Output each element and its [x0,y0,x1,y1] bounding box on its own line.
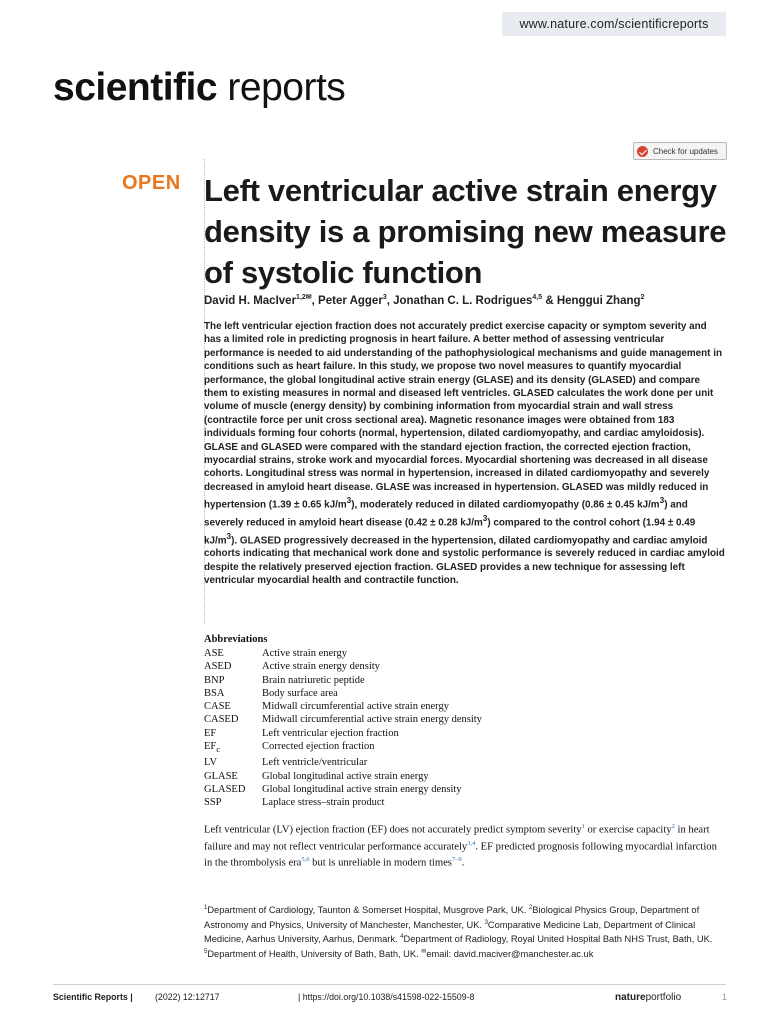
abbreviation-term: $EF_c$ [204,741,221,755]
abbreviation-definition: Active strain energy density [262,661,380,673]
abbreviations-heading: Abbreviations [204,634,268,645]
check-for-updates-button[interactable] [633,142,727,160]
footer-journal: Scientific Reports | [53,992,133,1002]
publisher-logo [615,992,681,1003]
abbreviation-row [204,783,604,796]
abbreviation-definition: Left ventricle/ventricular [262,757,368,769]
abbreviation-term: CASED [204,714,239,726]
affiliations: $^1$Department of Cardiology, Taunton & Somerset Hospital, Musgrove Park, UK. $^2$Biological Physics Group, Department of Astronomy and Physics, University of Manchester, Manchester, UK. $^3$Comparative Medicine Lab, Department of Clinical Medicine, Aarhus University, Aarhus, Denmark. $^4$Department of Radiology, Royal United Hospital Bath NHS Trust, Bath, UK. $^5$Department of Health, University of Bath, Bath, UK. ✉email: david.maciver@manchester.ac.uk [204,905,713,960]
abbreviation-definition: Body surface area [262,687,338,699]
abbreviation-definition: Brain natriuretic peptide [262,674,365,686]
footer-doi-link[interactable]: | https://doi.org/10.1038/s41598-022-15509-8 [298,992,475,1002]
footer-divider [53,984,726,985]
abbreviation-definition: Global longitudinal active strain energy [262,770,429,782]
journal-logo [53,66,345,110]
abbreviation-term: GLASE [204,770,238,782]
abbreviation-row [204,674,604,687]
journal-logo-light: reports [217,66,346,109]
check-updates-label: Check for updates [653,146,718,156]
abbreviation-row [204,796,604,809]
abbreviation-definition: Midwall circumferential active strain energy density [262,714,482,726]
abbreviation-row [204,700,604,713]
abbreviation-row [204,713,604,726]
abstract: The left ventricular ejection fraction does not accurately predict exercise capacity or symptom severity and has a limited role in predicting prognosis in heart failure. A better method of assessing ventricular performance is needed to aid understanding of the pathophysiological mechanisms and guide management in conditions such as heart failure. In this study, we propose two novel measures to quantify myocardial performance, the global longitudinal active strain energy (GLASE) and its density (GLASED) and compare them to existing measures in normal and diseased left ventricles. GLASED calculates the work done per unit volume of muscle (energy density) by combining information from myocardial strain and wall stress (contractile force per unit cross sectional area). Magnetic resonance images were obtained from 183 individuals forming four cohorts (normal, hypertension, dilated cardiomyopathy, and cardiac amyloidosis). GLASE and GLASED were compared with the standard ejection fraction, the corrected ejection fraction, myocardial strains, stroke work and myocardial forces. Myocardial shortening was decreased in all disease cohorts. Longitudinal stress was normal in hypertension, increased in dilated cardiomyopathy and severely decreased in amyloid heart disease. GLASE was increased in hypertension. GLASED was mildly reduced in hypertension (1.39 ± 0.65 $kJ/m^3$), moderately reduced in dilated cardiomyopathy (0.86 ± 0.45 $kJ/m^3$) and severely reduced in amyloid heart disease (0.42 ± 0.28 $kJ/m^3$) compared to the control cohort (1.94 ± 0.49 $kJ/m^3$). GLASED progressively decreased in the hypertension, dilated cardiomyopathy and cardiac amyloid cohorts indicating that mechanical work done and systolic performance is severely reduced in cardiac amyloid despite the relatively preserved ejection fraction. GLASED provides a new technique for assessing left ventricular myocardial health and contractile function. [204,321,725,587]
abbreviation-definition: Active strain energy [262,648,347,659]
abbreviation-row [204,770,604,783]
publisher-logo-light: portfolio [645,992,682,1003]
abbreviation-term: EF [204,727,217,739]
abbreviations-list [204,647,604,810]
abbreviation-term: ASE [204,648,224,659]
check-updates-icon [637,146,648,157]
abbreviation-term: LV [204,757,218,769]
author-list: David H. MacIver$^{1,2✉}$, Peter Agger$^3$, Jonathan C. L. Rodrigues$^{4,5}$ & Henggui Zhang$^2$ [204,294,645,307]
footer-volume: (2022) 12:12717 [155,992,220,1002]
open-access-label: OPEN [122,172,181,194]
abbreviation-row [204,727,604,740]
abbreviation-term: BNP [204,674,225,686]
abbreviation-term: SSP [204,797,222,809]
abbreviation-term: ASED [204,661,232,673]
abbreviation-row [204,647,604,660]
abbreviation-row [204,687,604,700]
publisher-logo-bold: nature [615,992,646,1003]
abbreviation-definition: Midwall circumferential active strain energy [262,701,449,713]
abbreviation-term: BSA [204,687,225,699]
page-number: 1 [722,992,727,1002]
abbreviation-row [204,740,604,756]
abbreviation-term: GLASED [204,784,246,796]
abbreviation-term: CASE [204,701,231,713]
abbreviation-row [204,756,604,769]
abbreviation-definition: Laplace stress–strain product [262,797,385,809]
abbreviation-definition: Left ventricular ejection fraction [262,727,399,739]
introduction-paragraph: Left ventricular (LV) ejection fraction (EF) does not accurately predict symptom severity$^1$ or exercise capacity$^2$ in heart failure and may not reflect ventricular performance accurately$^{3,4}$. EF predicted prognosis following myocardial infarction in the thrombolysis era$^{5,6}$ but is unreliable in modern times$^{7-9}$. [204,823,717,869]
abbreviation-definition: Global longitudinal active strain energy density [262,784,462,796]
abbreviation-row [204,660,604,673]
article-title: Left ventricular active strain energy density is a promising new measure of systolic function [204,173,727,290]
journal-logo-bold: scientific [53,66,218,109]
abbreviation-definition: Corrected ejection fraction [262,741,375,753]
journal-url[interactable]: www.nature.com/scientificreports [502,12,726,36]
